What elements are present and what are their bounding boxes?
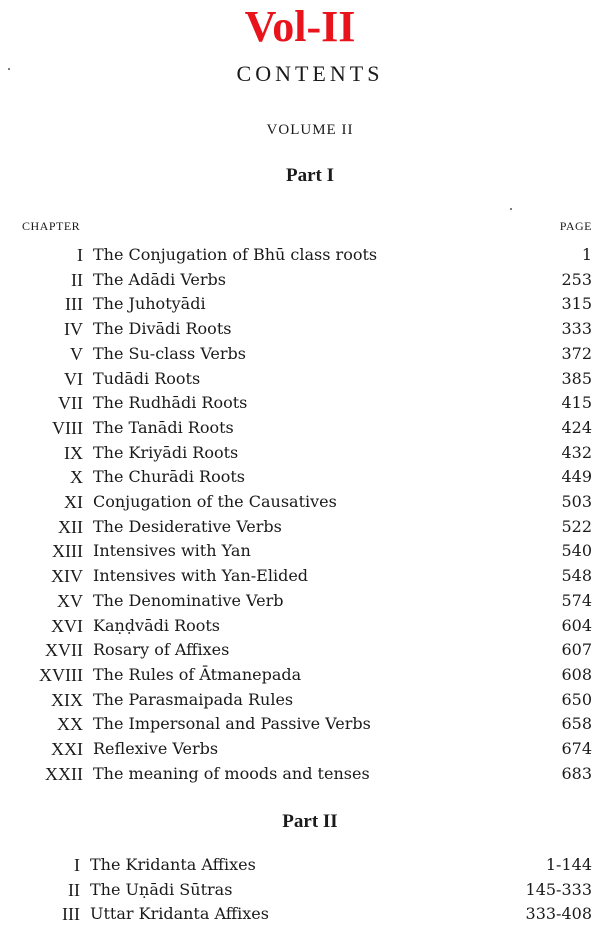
chapter-number: I — [77, 245, 83, 265]
toc-row — [0, 490, 600, 515]
chapter-number: XXI — [51, 739, 83, 759]
chapter-title: The meaning of moods and tenses — [93, 763, 370, 783]
page-number: 658 — [561, 714, 592, 734]
page-number: 522 — [561, 516, 592, 536]
page-number: 385 — [561, 368, 592, 388]
toc-row — [0, 762, 600, 787]
chapter-number: XII — [58, 516, 83, 537]
chapter-column-header: CHAPTER — [22, 219, 81, 233]
page-number: 372 — [561, 343, 592, 363]
chapter-number: VIII — [52, 417, 83, 438]
chapter-title: The Rules of Ātmanepada — [93, 664, 302, 684]
chapter-title: The Impersonal and Passive Verbs — [93, 714, 371, 734]
chapter-title: The Desiderative Verbs — [93, 516, 282, 536]
page-number: 333 — [561, 319, 592, 339]
chapter-number: IV — [64, 319, 83, 340]
chapter-title: Reflexive Verbs — [93, 739, 219, 758]
page-number: 145-333 — [525, 879, 592, 899]
page-number: 1-144 — [545, 855, 592, 874]
chapter-number: VII — [58, 393, 83, 414]
chapter-number: XX — [57, 714, 83, 735]
toc-row — [0, 539, 600, 564]
page-number: 415 — [561, 393, 592, 413]
chapter-title: The Conjugation of Bhū class roots — [93, 245, 378, 264]
chapter-number: III — [65, 294, 83, 315]
chapter-number: X — [70, 467, 83, 488]
chapter-title: The Juhotyādi — [93, 294, 206, 314]
chapter-number: II — [71, 269, 83, 290]
chapter-title: The Kriyādi Roots — [93, 442, 239, 462]
chapter-number: II — [68, 879, 80, 900]
page-number: 432 — [561, 442, 592, 462]
chapter-title: Tudādi Roots — [93, 368, 201, 388]
toc-row — [0, 391, 600, 416]
chapter-number: III — [62, 904, 80, 924]
chapter-number: XIX — [51, 689, 83, 710]
part2-heading: Part II — [282, 811, 338, 832]
toc-row — [0, 878, 600, 903]
page-number: 540 — [561, 541, 592, 561]
chapter-number: I — [74, 855, 80, 875]
toc-row — [0, 416, 600, 441]
chapter-title: The Uṇādi Sūtras — [90, 879, 233, 899]
toc-row — [0, 515, 600, 540]
chapter-title: The Denominative Verb — [93, 590, 284, 610]
page-number: 333-408 — [525, 904, 592, 923]
page-number: 1 — [581, 245, 592, 264]
chapter-title: The Tanādi Roots — [93, 417, 234, 437]
toc-row — [0, 342, 600, 367]
chapter-title: Intensives with Yan — [93, 541, 251, 561]
part1-heading: Part I — [285, 165, 334, 186]
chapter-title: Kaṇḍvādi Roots — [93, 615, 221, 635]
page-number: 315 — [561, 294, 592, 314]
contents-title: CONTENTS — [236, 61, 384, 86]
toc-row — [0, 853, 600, 878]
chapter-number: XXII — [45, 763, 83, 784]
toc-row — [0, 589, 600, 614]
toc-row — [0, 564, 600, 589]
toc-row — [0, 663, 600, 688]
chapter-title: The Kridanta Affixes — [90, 855, 256, 874]
toc-row — [0, 268, 600, 293]
toc-row — [0, 465, 600, 490]
chapter-number: XI — [64, 492, 83, 512]
toc-row — [0, 614, 600, 639]
volume-heading: VOLUME II — [266, 122, 354, 138]
chapter-title: Uttar Kridanta Affixes — [90, 904, 269, 923]
toc-row — [0, 292, 600, 317]
toc-row — [0, 441, 600, 466]
page-number: 449 — [561, 467, 592, 487]
page-number: 674 — [561, 739, 592, 758]
toc-row — [0, 902, 600, 927]
page-number: 608 — [561, 664, 592, 684]
chapter-title: Rosary of Affixes — [93, 640, 230, 660]
toc-row — [0, 638, 600, 663]
toc-row — [0, 367, 600, 392]
chapter-number: XV — [57, 590, 83, 611]
chapter-title: The Parasmaipada Rules — [93, 689, 294, 709]
chapter-number: IX — [64, 442, 83, 463]
chapter-title: Intensives with Yan-Elided — [93, 566, 309, 586]
toc-row — [0, 317, 600, 342]
page-number: 548 — [561, 566, 592, 586]
page-number: 424 — [561, 417, 592, 437]
page-number: 683 — [561, 763, 592, 783]
page-number: 604 — [561, 615, 592, 635]
page-number: 650 — [561, 689, 592, 709]
toc-row — [0, 688, 600, 713]
chapter-number: VI — [64, 368, 83, 389]
chapter-title: The Adādi Verbs — [93, 269, 226, 289]
page-number: 574 — [561, 590, 592, 610]
page-number: 503 — [561, 492, 592, 511]
page-number: 607 — [561, 640, 592, 660]
chapter-number: XIII — [52, 541, 83, 562]
speck-mark — [510, 208, 512, 210]
chapter-number: XVII — [45, 640, 83, 661]
page-column-header: PAGE — [559, 219, 592, 233]
vol-title: Vol-II — [244, 2, 356, 51]
chapter-number: V — [70, 343, 83, 364]
speck-mark — [8, 68, 10, 70]
toc-row — [0, 712, 600, 737]
chapter-title: The Churādi Roots — [93, 467, 245, 487]
chapter-number: XIV — [51, 566, 83, 587]
chapter-number: XVI — [51, 615, 83, 636]
chapter-title: The Divādi Roots — [93, 319, 232, 339]
chapter-number: XVIII — [39, 664, 83, 685]
chapter-title: Conjugation of the Causatives — [93, 492, 337, 511]
page-number: 253 — [561, 269, 592, 289]
chapter-title: The Su-class Verbs — [93, 343, 246, 363]
toc-row — [0, 737, 600, 762]
toc-row — [0, 243, 600, 268]
chapter-title: The Rudhādi Roots — [93, 393, 248, 413]
